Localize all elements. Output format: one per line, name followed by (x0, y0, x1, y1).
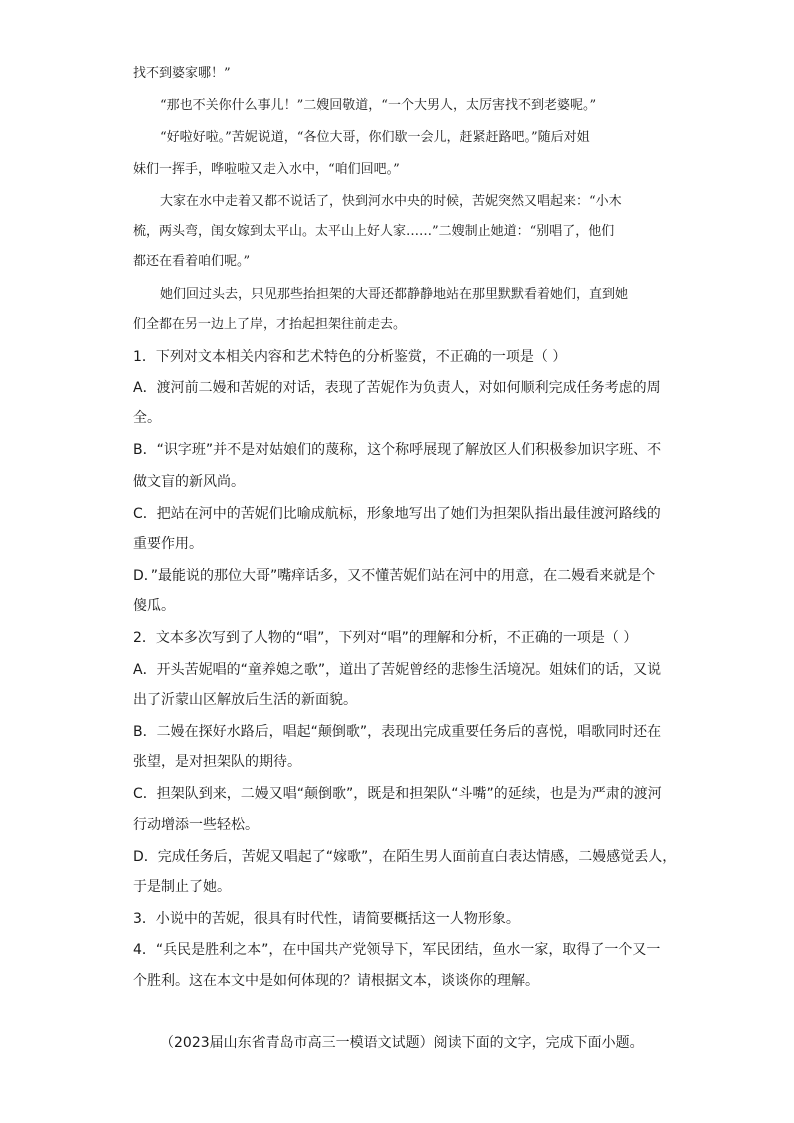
story-line: 梳，两头弯，闺女嫁到太平山。太平山上好人家……”二嫂制止她道：“别唱了，他们 (133, 224, 615, 239)
story-line: “好啦好啦。”苦妮说道，“各位大哥，你们歇一会儿，赶紧赶路吧。”随后对姐 (160, 130, 590, 145)
story-line: 找不到婆家哪！” (133, 66, 231, 81)
story-line: 她们回过头去，只见那些抬担架的大哥还都静静地站在那里默默看着她们，直到她 (160, 287, 629, 302)
question-1-option-c-cont: 重要作用。 (133, 536, 203, 552)
question-2-option-c-cont: 行动增添一些轻松。 (133, 817, 259, 833)
question-1-option-a: A．渡河前二嫚和苦妮的对话，表现了苦妮作为负责人，对如何顺利完成任务考虑的周 (133, 380, 661, 396)
question-2-option-a-cont: 出了沂蒙山区解放后生活的新面貌。 (133, 692, 357, 708)
story-line: 妹们一挥手，哗啦啦又走入水中，“咱们回吧。” (133, 162, 400, 177)
question-2-option-d-cont: 于是制止了她。 (133, 879, 231, 895)
question-4-cont: 个胜利。这在本文中是如何体现的？请根据文本，谈谈你的理解。 (133, 973, 539, 989)
question-4: 4．“兵民是胜利之本”，在中国共产党领导下，军民团结，鱼水一家，取得了一个又一 (133, 942, 661, 958)
question-1-option-b: B．“识字班”并不是对姑娘们的蔑称，这个称呼展现了解放区人们积极参加识字班、不 (133, 442, 662, 458)
question-2-option-a: A．开头苦妮唱的“童养媳之歌”，道出了苦妮曾经的悲惨生活境况。姐妹们的话，又说 (133, 662, 662, 678)
story-line: “那也不关你什么事儿！”二嫂回敬道，“一个大男人，太厉害找不到老婆呢。” (160, 98, 597, 113)
source-note: （2023届山东省青岛市高三一模语文试题）阅读下面的文字，完成下面小题。 (160, 1035, 644, 1051)
question-1-option-a-cont: 全。 (133, 410, 161, 426)
story-line: 们全都在另一边上了岸，才抬起担架往前走去。 (133, 317, 407, 332)
story-line: 大家在水中走着又都不说话了，快到河水中央的时候，苦妮突然又唱起来：“小木 (160, 194, 622, 209)
question-1-stem: 1．下列对文本相关内容和艺术特色的分析鉴赏，不正确的一项是（ ） (133, 349, 567, 365)
question-1-option-b-cont: 做文盲的新风尚。 (133, 474, 245, 490)
story-line: 都还在看着咱们呢。” (133, 254, 251, 269)
question-3: 3．小说中的苦妮，很具有时代性，请简要概括这一人物形象。 (133, 911, 520, 927)
question-2-option-c: C．担架队到来，二嫚又唱“颠倒歌”，既是和担架队“斗嘴”的延续，也是为严肃的渡河 (133, 786, 662, 802)
question-2-stem: 2．文本多次写到了人物的“唱”，下列对“唱”的理解和分析，不正确的一项是（ ） (133, 630, 638, 646)
question-1-option-d-cont: 傻瓜。 (133, 598, 175, 614)
question-2-option-d: D．完成任务后，苦妮又唱起了“嫁歌”，在陌生男人面前直白表达情感，二嫚感觉丢人， (133, 849, 677, 865)
question-1-option-d: D．”最能说的那位大哥”嘴痒话多，又不懂苦妮们站在河中的用意，在二嫚看来就是个 (133, 568, 656, 584)
question-1-option-c: C．把站在河中的苦妮们比喻成航标，形象地写出了她们为担架队指出最佳渡河路线的 (133, 506, 661, 522)
question-2-option-b-cont: 张望，是对担架队的期待。 (133, 754, 301, 770)
question-2-option-b: B．二嫚在探好水路后，唱起“颠倒歌”，表现出完成重要任务后的喜悦，唱歌同时还在 (133, 724, 662, 740)
